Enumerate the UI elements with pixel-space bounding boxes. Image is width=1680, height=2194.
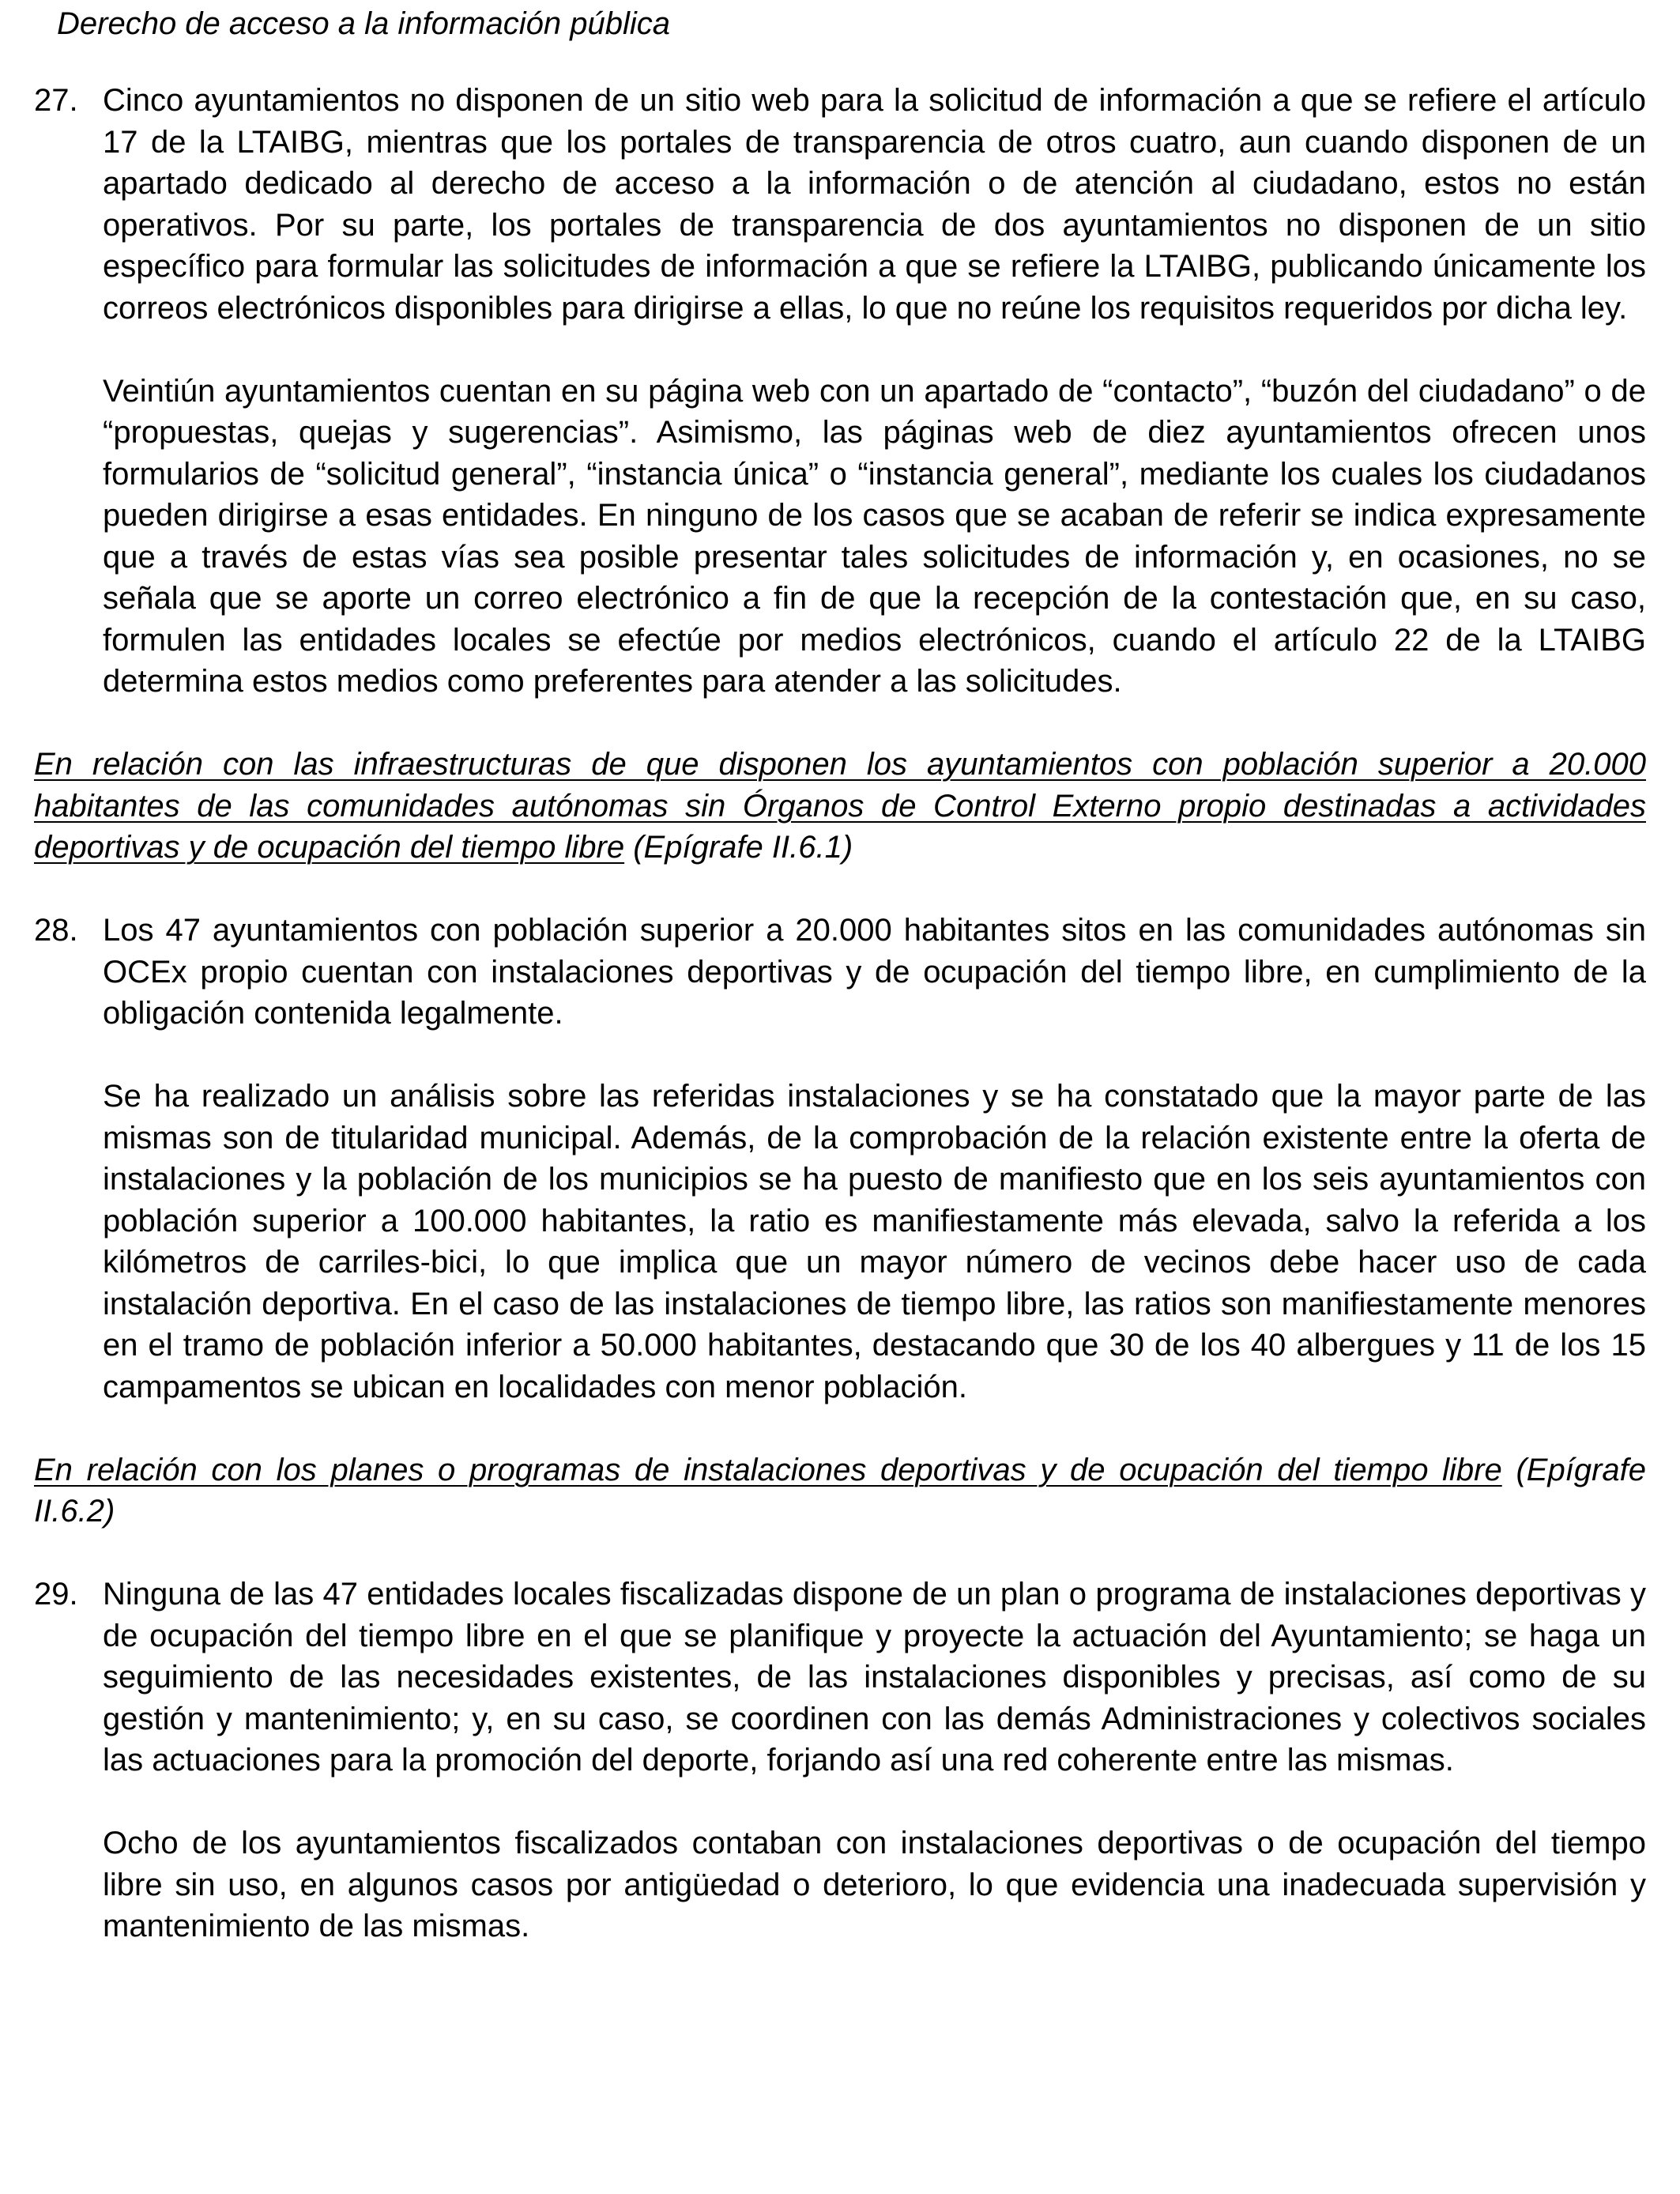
paragraph: Veintiún ayuntamientos cuentan en su página web con un apartado de “contacto”, “buzón del ciudadano” o de “propuestas, quejas y sugerencias”. Asimismo, las páginas web de diez ayuntamientos ofrecen unos formularios de “solicitud general”, “instancia única” o “instancia general”, mediante los cuales los ciudadanos pueden dirigirse a esas entidades. En ninguno de los casos que se acaban de referir se indica expresamente que a través de estas vías sea posible presentar tales solicitudes de información y, en ocasiones, no se señala que se aporte un correo electrónico a fin de que la recepción de la contestación que, en su caso, formulen las entidades locales se efectúe por medios electrónicos, cuando el artículo 22 de la LTAIBG determina estos medios como preferentes para atender a las solicitudes. [103, 373, 1646, 699]
numbered-item-29 [34, 1574, 1646, 1947]
paragraph: Cinco ayuntamientos no disponen de un sitio web para la solicitud de información a que se refiere el artículo 17 de la LTAIBG, mientras que los portales de transparencia de otros cuatro, aun cuando disponen de un apartado dedicado al derecho de acceso a la información o de atención al ciudadano, estos no están operativos. Por su parte, los portales de transparencia de dos ayuntamientos no disponen de un sitio específico para formular las solicitudes de información a que se refiere la LTAIBG, publicando únicamente los correos electrónicos disponibles para dirigirse a ellas, lo que no reúne los requisitos requeridos por dicha ley. [103, 83, 1646, 326]
section-heading [34, 1449, 1646, 1532]
document-body [34, 80, 1646, 1947]
section-heading [34, 744, 1646, 869]
paragraph: Ocho de los ayuntamientos fiscalizados contaban con instalaciones deportivas o de ocupación del tiempo libre sin uso, en algunos casos por antigüedad o deterioro, lo que evidencia una inadecuada supervisión y mantenimiento de las mismas. [103, 1826, 1646, 1943]
section-heading-reference: (Epígrafe II.6.2) [34, 1452, 1646, 1529]
paragraph: Se ha realizado un análisis sobre las referidas instalaciones y se ha constatado que la mayor parte de las mismas son de titularidad municipal. Además, de la comprobación de la relación existente entre la oferta de instalaciones y la población de los municipios se ha puesto de manifiesto que en los seis ayuntamientos con población superior a 100.000 habitantes, la ratio es manifiestamente más elevada, salvo la referida a los kilómetros de carriles-bici, lo que implica que un mayor número de vecinos debe hacer uso de cada instalación deportiva. En el caso de las instalaciones de tiempo libre, las ratios son manifiestamente menores en el tramo de población inferior a 50.000 habitantes, destacando que 30 de los 40 albergues y 11 de los 15 campamentos se ubican en localidades con menor población. [103, 1079, 1646, 1404]
section-heading-underlined: En relación con las infraestructuras de que disponen los ayuntamientos con población superior a 20.000 habitantes de las comunidades autónomas sin Órganos de Control Externo propio destinadas a actividades deportivas y de ocupación del tiempo libre [34, 747, 1646, 865]
numbered-item-28 [34, 910, 1646, 1408]
paragraph: Los 47 ayuntamientos con población superior a 20.000 habitantes sitos en las comunidades autónomas sin OCEx propio cuentan con instalaciones deportivas y de ocupación del tiempo libre, en cumplimiento de la obligación contenida legalmente. [103, 913, 1646, 1031]
item-number: 27. [34, 83, 78, 118]
paragraph: Ninguna de las 47 entidades locales fiscalizadas dispone de un plan o programa de instalaciones deportivas y de ocupación del tiempo libre en el que se planifique y proyecte la actuación del Ayuntamiento; se haga un seguimiento de las necesidades existentes, de las instalaciones disponibles y precisas, así como de su gestión y mantenimiento; y, en su caso, se coordinen con las demás Administraciones y colectivos sociales las actuaciones para la promoción del deporte, forjando así una red coherente entre las mismas. [103, 1577, 1646, 1777]
item-number: 29. [34, 1577, 78, 1612]
numbered-item-27 [34, 80, 1646, 703]
section-heading-reference: (Epígrafe II.6.1) [624, 830, 853, 865]
section-heading-underlined: En relación con los planes o programas de instalaciones deportivas y de ocupación del tiempo libre [34, 1452, 1502, 1487]
item-number: 28. [34, 913, 78, 948]
page-header: Derecho de acceso a la información pública [57, 6, 670, 41]
